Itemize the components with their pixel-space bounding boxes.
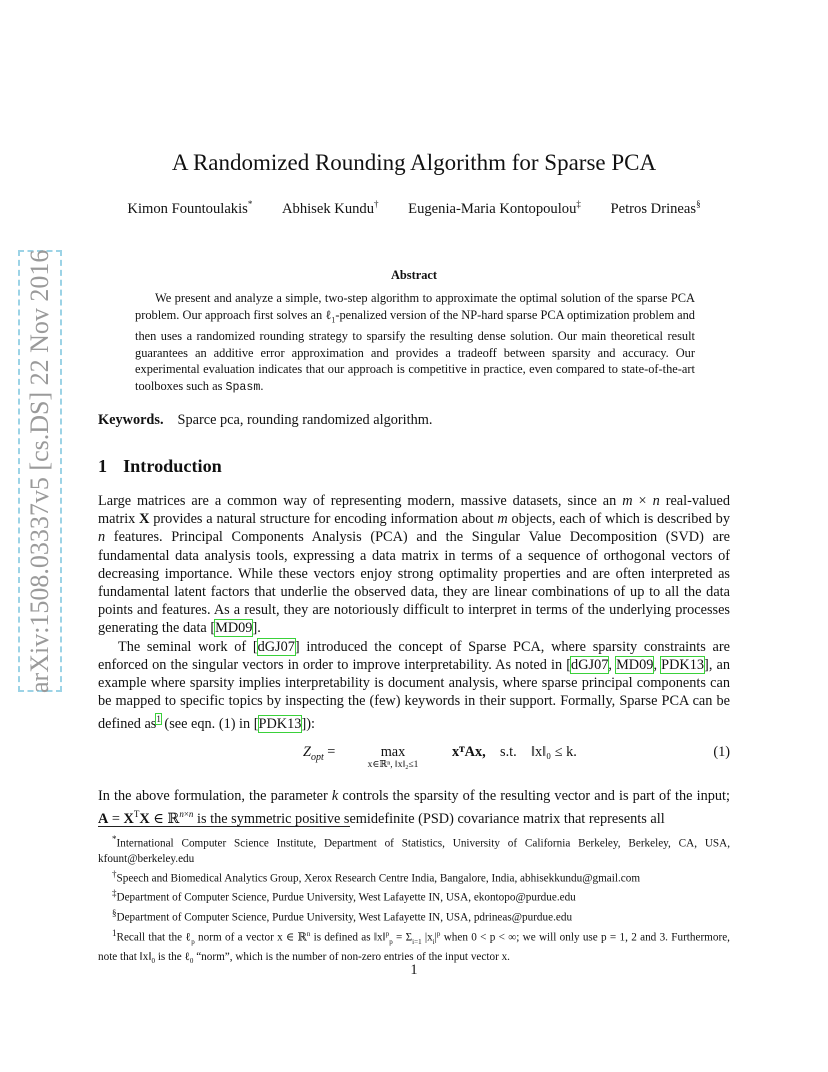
paragraph-2: The seminal work of [dGJ07] introduced the concept of Sparse PCA, where sparsity constraints are enforced on the singular vectors in order to improve interpretability. As noted in [dGJ07, MD09, PDK13], an example where sparsity implies interpretability is document analysis, where sparse principal components can be mapped to specific topics by inspecting the (few) keywords in their support. Formally, Sparse PCA can be defined $as^1$ (see eqn. (1) in [PDK13]):	[98, 638, 730, 733]
equation-number: (1)	[713, 744, 730, 760]
citation-link[interactable]: PDK13	[661, 656, 705, 673]
keywords	[98, 412, 432, 429]
section-heading: 1 Introduction	[98, 456, 222, 476]
arxiv-sidebar	[18, 250, 62, 692]
footnote-link[interactable]: 1	[156, 714, 161, 725]
paragraph-3: In the above formulation, the parameter k controls the sparsity of the resulting vector and is part of the input; $A = X^TX$ ∈ ℝ$^{n\times n}$ is the symmetric positive semidefinite (PSD) covariance matrix that represents all	[98, 788, 730, 827]
equation-1	[98, 744, 730, 780]
equation-lhs: $Z_{opt}$ =	[303, 744, 336, 763]
paper-title: A Randomized Rounding Algorithm for Sparse PCA	[171, 150, 657, 175]
page-number: 1	[410, 962, 418, 978]
author: Eugenia-Maria Kontopoulou‡	[408, 199, 581, 217]
footnote-4: §Department of Computer Science, Purdue University, West Lafayette IN, USA, pdrineas@purdue.edu	[112, 908, 573, 924]
equation-max: max x∈ℝⁿ, ‖x‖₂≤1	[367, 744, 419, 770]
citation-link[interactable]: dGJ07	[571, 656, 609, 673]
intro-body	[98, 492, 730, 733]
spasm-toolbox: Spasm	[225, 380, 261, 394]
citation-link[interactable]: MD09	[215, 620, 253, 637]
footnote-2: †Speech and Biomedical Analytics Group, Xerox Research Centre India, Bangalore, India, abhisekkundu@gmail.com	[112, 868, 641, 885]
author: Abhisek Kundu†	[281, 199, 379, 217]
abstract-heading: Abstract	[390, 268, 438, 282]
footnote-1: *International Computer Science Institute, Department of Statistics, University of California Berkeley, Berkeley, CA, USA, kfount@berkeley.edu	[98, 834, 730, 865]
footnote-5: $^1$Recall that the ℓ$_p$ norm of a vector x ∈ ℝ$^n$ is defined as ‖x‖$^p_p$ = $\Sigma_{i=1}$ $|x_i|^p$ when 0 < p < ∞; we will only use p = 1, 2 and 3. Furthermore, note that $‖x‖_0$ is the ℓ$_0$ “norm”, which is the number of non-zero entries of the input vector x.	[98, 927, 730, 966]
citation-link[interactable]: dGJ07	[257, 638, 295, 655]
citation-link[interactable]: MD09	[616, 656, 654, 673]
footnote-rule	[98, 826, 350, 827]
footnote-3: ‡Department of Computer Science, Purdue University, West Lafayette IN, USA, ekontopo@purdue.edu	[112, 888, 576, 905]
arxiv-identifier: arXiv:1508.03337v5 [cs.DS] 22 Nov 2016	[25, 249, 54, 693]
author-list	[0, 199, 828, 218]
footnotes	[98, 832, 730, 969]
author: Petros Drineas§	[610, 199, 701, 217]
citation-link[interactable]: PDK13	[258, 716, 302, 733]
keywords-text: Sparce pca, rounding randomized algorithm.	[177, 412, 433, 428]
abstract-body: We present and analyze a simple, two-step algorithm to approximate the optimal solution of the sparse PCA problem. Our approach first solves an ℓ$_1$-penalized version of the NP-hard sparse PCA optimization problem and then uses a randomized rounding strategy to sparsify the resulting dense solution. Our main theoretical result guarantees an additive error approximation and provides a tradeoff between sparsity and accuracy. Our experimental evaluation indicates that our approach is competitive in practice, even compared to state-of-the-art toolboxes such as Spasm.	[135, 291, 696, 394]
paragraph-1: Large matrices are a common way of representing modern, massive datasets, since an m × n real-valued matrix X provides a natural structure for encoding information about m objects, each of which is described by n features. Principal Components Analysis (PCA) and the Singular Value Decomposition (SVD) are fundamental data analysis tools, expressing a data matrix in terms of a sequence of orthogonal vectors of decreasing importance. While these vectors enjoy strong optimality properties and are often interpreted as fundamental latent factors that underlie the observed data, they are linear combinations of up to all the data points and features. As a result, they are notoriously difficult to interpret in terms of the underlying processes generating the data [MD09].	[98, 493, 730, 637]
equation-rhs: xᵀAx, s.t. ‖x‖₀ ≤ k.	[452, 744, 577, 760]
author: Kimon Fountoulakis*	[127, 199, 253, 217]
keywords-label: Keywords.	[98, 412, 164, 428]
